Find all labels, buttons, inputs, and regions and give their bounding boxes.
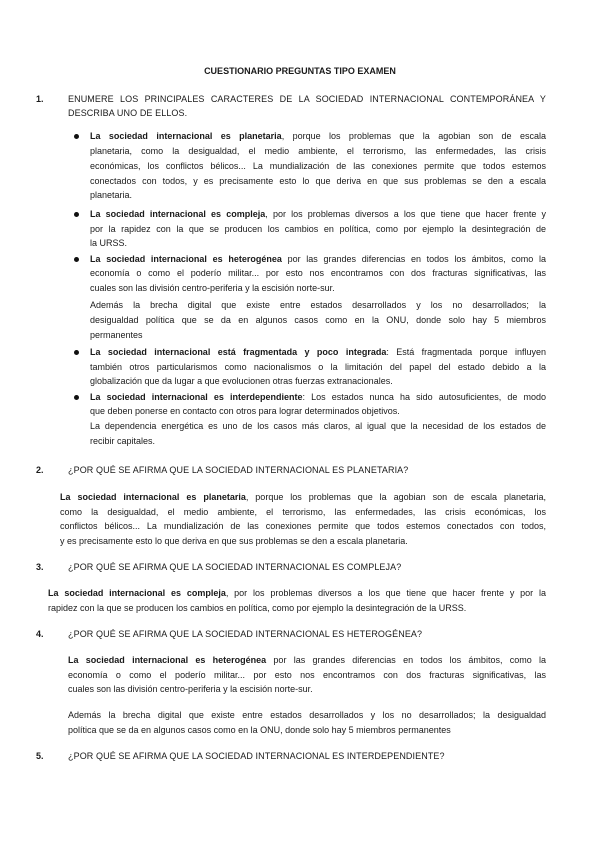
bullet-3-line6: permanentes: [90, 330, 143, 340]
bullet-icon: [74, 212, 79, 217]
bullet-3-line2: economía o como el poderío militar... por esto nos encontramos con dos fracturas significativas, las: [90, 268, 546, 278]
bullet-3-line1: La sociedad internacional es heterogénea por las grandes diferencias en todos los ámbitos, como la: [90, 254, 547, 264]
bullet-3-line3: cuales son las división centro-periferia y la escisión norte-sur.: [90, 283, 335, 293]
question-3-number: 3.: [36, 562, 44, 572]
bullet-1-line3: económicas, los conflictos bélicos... La mundialización de las conexiones permite que todos estemos: [90, 161, 546, 171]
bullet-5-line4: recibir capitales.: [90, 436, 156, 446]
answer-4-para2-line1: Además la brecha digital que existe entre estados desarrollados y los no desarrollados; la desigualdad: [68, 710, 546, 720]
bullet-1-line1: La sociedad internacional es planetaria, porque los problemas que la agobian son de escala: [90, 131, 546, 141]
answer-4-line1: La sociedad internacional es heterogénea por las grandes diferencias en todos los ámbitos, como la: [68, 655, 547, 665]
bullet-2-line1: La sociedad internacional es compleja, por los problemas diversos a los que tiene que hacer frente y: [90, 209, 547, 219]
bullet-icon: [74, 395, 79, 400]
bullet-2-line3: la URSS.: [90, 238, 128, 248]
question-1-text-line1: ENUMERE LOS PRINCIPALES CARACTERES DE LA SOCIEDAD INTERNACIONAL CONTEMPORÁNEA Y: [68, 94, 546, 104]
answer-4-line3: cuales son las división centro-periferia y la escisión norte-sur.: [68, 684, 313, 694]
question-4-text: ¿POR QUÉ SE AFIRMA QUE LA SOCIEDAD INTERNACIONAL ES HETEROGÉNEA?: [68, 629, 423, 639]
bullet-5-line1: La sociedad internacional es interdependiente: Los estados nunca ha sido autosuficientes, de modo: [90, 392, 546, 402]
bullet-1-line4: conectados con todos, y es precisamente esto lo que deriva en que sus problemas se den a escala: [90, 176, 546, 186]
question-2-number: 2.: [36, 465, 44, 475]
bullet-4-line1: La sociedad internacional está fragmentada y poco integrada: Está fragmentada porque influyen: [90, 347, 546, 357]
answer-2-line3: conflictos bélicos... La mundialización de las conexiones permite que todos estemos conectados con todos,: [60, 521, 546, 531]
question-2-text: ¿POR QUÉ SE AFIRMA QUE LA SOCIEDAD INTERNACIONAL ES PLANETARIA?: [68, 465, 409, 475]
bullet-2-line2: por la rapidez con la que se producen los cambios en política, como por ejemplo la desintegración de: [90, 224, 546, 234]
bullet-icon: [74, 257, 79, 262]
bullet-4-line2: también otros particularismos como nacionalismos o la limitación del papel del estado debido a la: [90, 362, 546, 372]
bullet-1-line5: planetaria.: [90, 190, 133, 200]
answer-3-line2: rapidez con la que se producen los cambios en política, como por ejemplo la desintegración de la URSS.: [48, 603, 467, 613]
bullet-5-line3: La dependencia energética es uno de los casos más claros, al igual que la necesidad de los estados de: [90, 421, 546, 431]
question-4-number: 4.: [36, 629, 44, 639]
bullet-3-line5: desigualdad política que se da en algunos casos como en la ONU, donde solo hay 5 miembros: [90, 315, 546, 325]
question-1-number: 1.: [36, 94, 44, 104]
answer-4-line2: economía o como el poderío militar... por esto nos encontramos con dos fracturas significativas, las: [68, 670, 546, 680]
question-5-text: ¿POR QUÉ SE AFIRMA QUE LA SOCIEDAD INTERNACIONAL ES INTERDEPENDIENTE?: [68, 751, 445, 761]
answer-2-line2: como la desigualdad, el medio ambiente, el terrorismo, las enfermedades, las crisis económicas, los: [60, 507, 546, 517]
page-title: CUESTIONARIO PREGUNTAS TIPO EXAMEN: [204, 66, 396, 76]
question-1-text-line2: DESCRIBA UNO DE ELLOS.: [68, 108, 188, 118]
answer-2-line4: y es precisamente esto lo que deriva en que sus problemas se den a escala planetaria.: [60, 536, 408, 546]
bullet-1-line2: planetaria, como la desigualdad, el medio ambiente, el terrorismo, las enfermedades, las crisis: [90, 146, 546, 156]
answer-2-line1: La sociedad internacional es planetaria, porque los problemas que la agobian son de escala planetaria,: [60, 492, 546, 502]
bullet-icon: [74, 350, 79, 355]
bullet-icon: [74, 134, 79, 139]
question-3-text: ¿POR QUÉ SE AFIRMA QUE LA SOCIEDAD INTERNACIONAL ES COMPLEJA?: [68, 562, 402, 572]
answer-4-para2-line2: política que se da en algunos casos como en la ONU, donde solo hay 5 miembros permanentes: [68, 725, 451, 735]
bullet-5-line2: que deben ponerse en contacto con otros para lograr determinados objetivos.: [90, 406, 400, 416]
bullet-4-line3: globalización que da lugar a que evolucionen otras fuerzas extranacionales.: [90, 376, 393, 386]
bullet-3-line4: Además la brecha digital que existe entre estados desarrollados y los no desarrollados; la: [90, 300, 546, 310]
question-5-number: 5.: [36, 751, 44, 761]
answer-3-line1: La sociedad internacional es compleja, por los problemas diversos a los que tiene que hacer frente y por la: [48, 588, 546, 598]
